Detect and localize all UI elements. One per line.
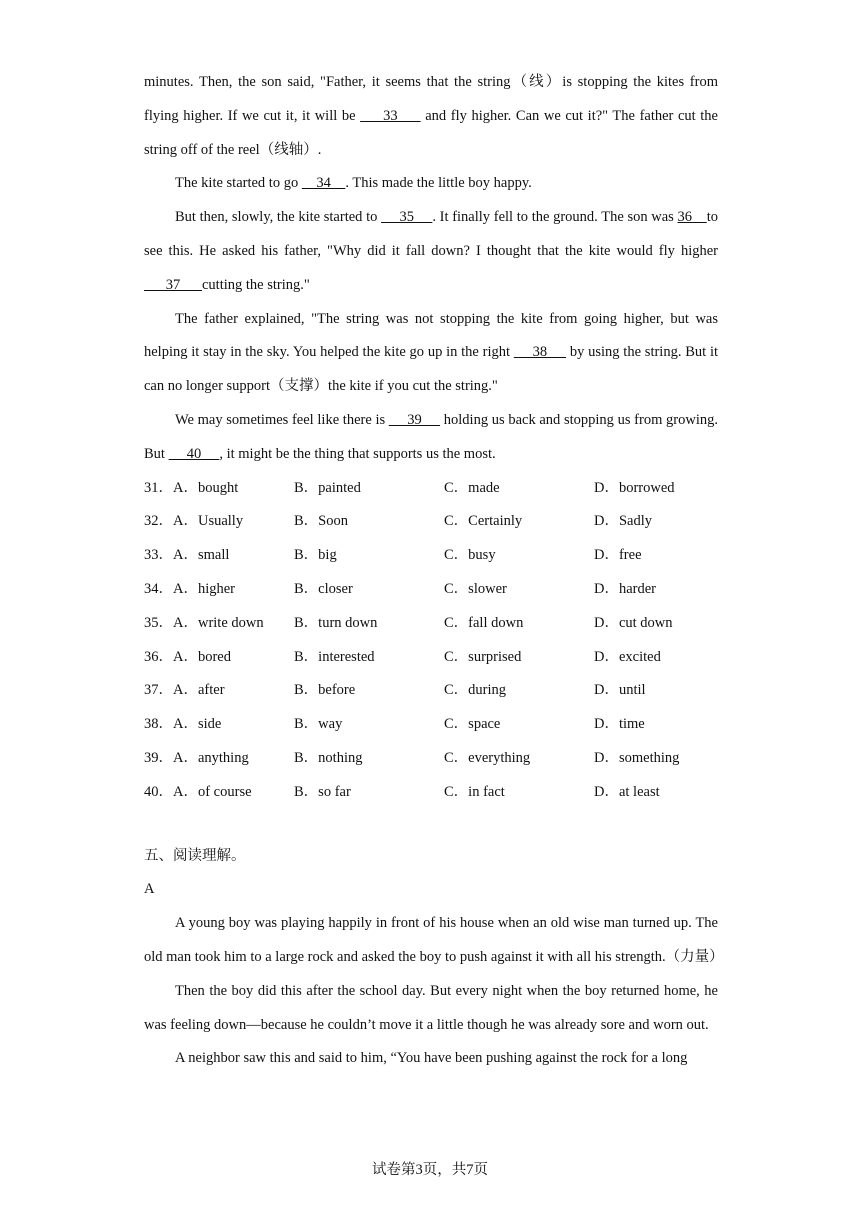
option-a: 39．A．anything (144, 749, 249, 766)
text: cutting the string." (202, 276, 310, 293)
option-d: D．excited (594, 648, 661, 665)
text: We may sometimes feel like there is (175, 411, 389, 428)
option-a: 35．A．write down (144, 614, 264, 631)
passage-paragraph-3 (144, 201, 718, 302)
question-36 (144, 641, 718, 675)
option-c: C．Certainly (444, 513, 523, 530)
option-a: 33．A．small (144, 547, 230, 564)
blank-38: 38 (513, 344, 567, 361)
option-d: D．borrowed (594, 479, 675, 496)
options-list (144, 472, 718, 810)
blank-40: 40 (168, 445, 220, 462)
option-d: D．something (594, 749, 680, 766)
question-35 (144, 607, 718, 641)
blank-36: 36 (677, 209, 707, 226)
option-b: B．nothing (294, 749, 363, 766)
option-c: C．space (444, 716, 501, 733)
option-b: B．closer (294, 580, 353, 597)
option-c: C．in fact (444, 783, 505, 800)
reading-paragraph-1: A young boy was playing happily in front of his house when an old wise man turned up. The old man took him to a large rock and asked the boy to push against it with all his strength.（力量） (144, 915, 724, 965)
option-c: C．during (444, 682, 507, 699)
option-c: C．fall down (444, 614, 524, 631)
option-c: C．surprised (444, 648, 522, 665)
option-a: 31．A．bought (144, 479, 239, 496)
option-d: D．free (594, 547, 642, 564)
question-39 (144, 742, 718, 776)
option-d: D．at least (594, 783, 660, 800)
text: . It finally fell to the ground. The son was (432, 209, 678, 226)
question-32 (144, 505, 718, 539)
passage-paragraph-5 (144, 404, 718, 472)
option-d: D．cut down (594, 614, 673, 631)
option-a: 36．A．bored (144, 648, 231, 665)
reading-paragraph-3: A neighbor saw this and said to him, “You have been pushing against the rock for a long (175, 1050, 688, 1067)
blank-34: 34 (301, 175, 346, 192)
blank-35: 35 (381, 209, 433, 226)
option-a: 37．A．after (144, 682, 225, 699)
text: , it might be the thing that supports us the most. (219, 445, 496, 462)
blank-33: 33 (360, 107, 421, 124)
section-title: 五、阅读理解。 (144, 847, 246, 864)
question-37 (144, 674, 718, 708)
option-a: 38．A．side (144, 716, 222, 733)
text: But then, slowly, the kite started to (175, 209, 382, 226)
option-a: 32．A．Usually (144, 513, 244, 530)
blank-39: 39 (388, 411, 441, 428)
passage-label: A (144, 881, 155, 898)
option-b: B．before (294, 682, 356, 699)
option-b: B．Soon (294, 513, 348, 530)
option-d: D．harder (594, 580, 657, 597)
option-a: 40．A．of course (144, 783, 252, 800)
option-c: C．busy (444, 547, 496, 564)
passage-paragraph-1 (144, 66, 718, 167)
option-c: C．everything (444, 749, 531, 766)
text: . This made the little boy happy. (345, 175, 532, 192)
option-b: B．interested (294, 648, 375, 665)
option-d: D．time (594, 716, 645, 733)
text: and fly higher. Can we cut it?" The father cut the string off of the reel（线轴）. (144, 107, 718, 158)
option-d: D．Sadly (594, 513, 652, 530)
text: to see this. He asked his father, "Why did it fall down? I thought that the kite would fly higher (144, 209, 719, 259)
option-b: B．way (294, 716, 343, 733)
page-content (144, 66, 724, 1076)
text: holding us back and stopping us from growing. But (144, 411, 718, 462)
question-31 (144, 472, 718, 506)
blank-37: 37 (144, 276, 202, 293)
option-a: 34．A．higher (144, 580, 236, 597)
text: minutes. Then, the son said, "Father, it seems that the string（线）is stopping the kites from flying higher. If we cut it, it will be (144, 74, 718, 124)
option-c: C．made (444, 479, 500, 496)
option-b: B．big (294, 547, 337, 564)
text: The father explained, "The string was not stopping the kite from going higher, but was helping it stay in the sky. You helped the kite go up in the right (144, 310, 718, 361)
question-33 (144, 539, 718, 573)
question-40 (144, 776, 718, 810)
passage-paragraph-2 (144, 167, 718, 201)
option-b: B．so far (294, 783, 351, 800)
question-34 (144, 573, 718, 607)
text: by using the string. But it can no longer support（支撑）the kite if you cut the string." (144, 344, 719, 395)
option-c: C．slower (444, 580, 507, 597)
passage-paragraph-4 (144, 303, 718, 404)
text: The kite started to go (175, 175, 302, 192)
option-b: B．turn down (294, 614, 378, 631)
reading-paragraph-2: Then the boy did this after the school day. But every night when the boy returned home, he was feeling down—because he couldn’t move it a little though he was already sore and worn out. (144, 982, 718, 1033)
question-38 (144, 708, 718, 742)
option-d: D．until (594, 682, 646, 699)
option-b: B．painted (294, 479, 361, 496)
page-footer: 试卷第3页，共7页 (372, 1162, 488, 1178)
